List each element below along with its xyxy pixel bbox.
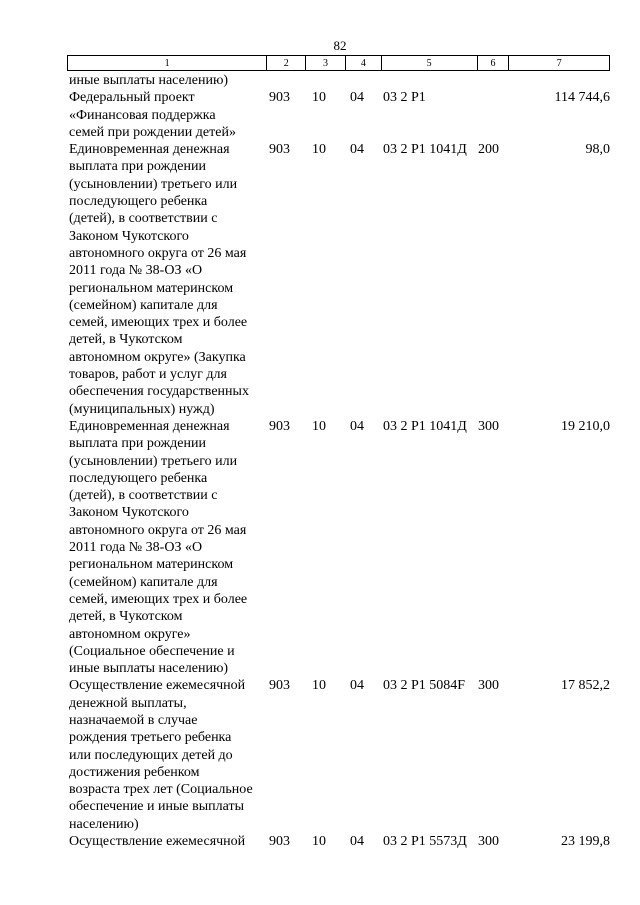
subsection-code: 04 — [350, 142, 364, 158]
description-line: автономного округа от 26 мая — [69, 522, 247, 538]
description-line: автономном округе» (Закупка — [69, 349, 246, 365]
table-row — [67, 418, 610, 677]
description-line: автономном округе» — [69, 626, 191, 642]
header-col-6: 6 — [478, 56, 510, 70]
header-col-4: 4 — [346, 56, 382, 70]
row-description — [67, 833, 267, 850]
description-line: или последующих детей до — [69, 747, 233, 763]
description-line: обеспечения государственных — [69, 384, 249, 400]
description-line: региональном материнском — [69, 557, 234, 573]
description-line: назначаемой в случае — [69, 712, 198, 728]
amount: 114 744,6 — [554, 90, 610, 106]
description-line: семей при рождении детей» — [69, 124, 236, 140]
header-col-7: 7 — [556, 57, 562, 69]
description-line: Осуществление ежемесячной — [69, 678, 246, 694]
ministry-code: 903 — [269, 90, 290, 106]
description-line: (детей), в соответствии с — [69, 211, 218, 227]
description-line: Законом Чукотского — [69, 228, 189, 244]
amount: 23 199,8 — [561, 834, 610, 850]
target-article-code: 03 2 P1 1041Д — [383, 418, 467, 434]
description-line: (усыновлении) третьего или — [69, 453, 238, 469]
description-line: выплата при рождении — [69, 159, 206, 175]
table-row — [67, 89, 610, 141]
description-line: (детей), в соответствии с — [69, 488, 218, 504]
row-description — [67, 72, 267, 89]
amount: 19 210,0 — [561, 418, 610, 434]
description-line: семей, имеющих трех и более — [69, 315, 248, 331]
expense-type-code: 200 — [478, 142, 499, 158]
description-line: рождения третьего ребенка — [69, 730, 232, 746]
row-description — [67, 141, 267, 418]
description-line: (усыновлении) третьего или — [69, 176, 238, 192]
section-code: 10 — [312, 418, 326, 434]
description-line: региональном материнском — [69, 280, 234, 296]
description-line: денежной выплаты, — [69, 695, 187, 711]
table-row — [67, 141, 610, 418]
row-description — [67, 418, 267, 677]
header-col-5: 5 — [382, 56, 478, 70]
description-line: Единовременная денежная — [69, 418, 230, 434]
row-description — [67, 677, 267, 833]
subsection-code: 04 — [350, 678, 364, 694]
description-line: детей, в Чукотском — [69, 609, 183, 625]
description-line: 2011 года № 38-ОЗ «О — [69, 540, 203, 556]
table-header — [67, 55, 610, 71]
description-line: последующего ребенка — [69, 470, 208, 486]
description-line: обеспечение и иные выплаты — [69, 799, 244, 815]
description-line: последующего ребенка — [69, 194, 208, 210]
description-line: 2011 года № 38-ОЗ «О — [69, 263, 203, 279]
description-line: возраста трех лет (Социальное — [69, 782, 253, 798]
target-article-code: 03 2 P1 5573Д — [383, 834, 467, 850]
description-line: (муниципальных) нужд) — [69, 401, 215, 417]
description-line: достижения ребенком — [69, 764, 200, 780]
subsection-code: 04 — [350, 834, 364, 850]
expense-type-code: 300 — [478, 418, 499, 434]
target-article-code: 03 2 P1 — [383, 90, 426, 106]
description-line: выплата при рождении — [69, 436, 206, 452]
description-line: Осуществление ежемесячной — [69, 834, 246, 850]
description-line: Единовременная денежная — [69, 142, 230, 158]
ministry-code: 903 — [269, 834, 290, 850]
description-line: (семейном) капитале для — [69, 574, 218, 590]
section-code: 10 — [312, 834, 326, 850]
description-line: иные выплаты населению) — [69, 73, 229, 88]
header-col-2: 2 — [267, 56, 306, 70]
description-line: семей, имеющих трех и более — [69, 591, 248, 607]
description-line: иные выплаты населению) — [69, 661, 229, 677]
subsection-code: 04 — [350, 90, 364, 106]
description-line: товаров, работ и услуг для — [69, 367, 227, 383]
description-line: (семейном) капитале для — [69, 297, 218, 313]
expense-type-code: 300 — [478, 678, 499, 694]
subsection-code: 04 — [350, 418, 364, 434]
description-line: автономного округа от 26 мая — [69, 245, 247, 261]
target-article-code: 03 2 P1 5084F — [383, 678, 466, 694]
section-code: 10 — [312, 678, 326, 694]
ministry-code: 903 — [269, 678, 290, 694]
description-line: детей, в Чукотском — [69, 332, 183, 348]
table-row — [67, 677, 610, 833]
table-row — [67, 833, 610, 850]
amount: 98,0 — [585, 142, 610, 158]
target-article-code: 03 2 P1 1041Д — [383, 142, 467, 158]
page-number: 82 — [333, 38, 347, 53]
description-line: (Социальное обеспечение и — [69, 643, 235, 659]
expense-type-code: 300 — [478, 834, 499, 850]
ministry-code: 903 — [269, 418, 290, 434]
section-code: 10 — [312, 142, 326, 158]
amount: 17 852,2 — [561, 678, 610, 694]
header-col-1: 1 — [68, 56, 267, 70]
description-line: Федеральный проект — [69, 90, 195, 106]
table-row — [67, 72, 610, 89]
section-code: 10 — [312, 90, 326, 106]
header-col-3: 3 — [306, 56, 346, 70]
description-line: «Финансовая поддержка — [69, 107, 216, 123]
table-body — [67, 72, 610, 850]
description-line: населению) — [69, 816, 139, 832]
row-description — [67, 89, 267, 141]
description-line: Законом Чукотского — [69, 505, 189, 521]
ministry-code: 903 — [269, 142, 290, 158]
